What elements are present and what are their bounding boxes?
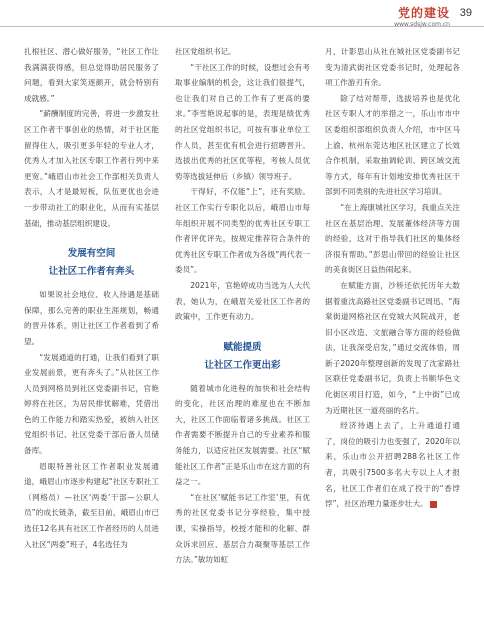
paragraph: 在赋能方面，沙桥还依托历年大数据着重沈高路社区党委副书记周迅、“海棠街道网格社区在党城大风院战开，老旧小区改造、文旅融合等方面的经验做法，让我深受启发，”通过交流体悟，周新子2020年整理创新的发现了沈家路社区联任党委副书记，负责上书顺华色文化街区项目打造，如今，“上中街”已成为近期社区一道亮丽的名片。 [325,280,460,415]
magazine-logo: 党的建设 [397,6,450,20]
paragraph: 社区党组织书记。 [175,47,236,56]
paragraph [325,418,460,512]
section-label: 发展有空间 [67,248,116,260]
paragraph: “发展通道的打通，让我们看到了职业发展前景，更有奔头了。”从社区工作人员到网格员到社区党委副书记，官艳婷将在社区，为居民排忧解难，凭借出色的工作能力和踏实热爱，被纳入社区党组织书记、社区党委干部后备人员储备库。 [24,352,159,456]
paragraph: “在社区‘赋能书记工作室’里，有优秀的社区党委书记分享经验，集中授课，实操指导，校授才能和的化解、群众诉求回应、基层合力凝聚等基层工作方法。”敏坊如虹 [175,492,310,565]
paragraph-text: 经济待遇上去了，上升通道打通了，岗位的吸引力也变强了，2020年以来，乐山市公开招聘288名社区工作者，共吸引7500多名大专以上人才报名，社区工作者们在成了投于的“香饽饽”，社区治理力量逐步壮大。 [325,421,460,509]
end-mark-icon [430,501,437,508]
section-label: 赋能提质 [223,341,262,353]
magazine-url: www.sdsjw.com.cn [394,21,450,28]
page-number: 39 [459,7,472,19]
paragraph: 随着城市化进程的加快和社会结构的变化，社区治理的难度也在不断加大，社区工作面临着诸多挑战。社区工作者需要不断提升自己的专业素养和服务能力，以适应社区发展需要。社区“赋能社区工作者”正是乐山市在这方面的有益之一。 [175,383,310,487]
paragraph: “在上海康城社区学习，我重点关注社区在基层治理、发展董体经济等方面的经验，这对于指导我们社区的集体经济很有帮助。”彭思山带回的经验让社区的美食街区日益热闹起来。 [325,202,460,275]
paragraph: 扎根社区、潜心做好服务，“社区工作让我满满获得感，但总觉得助居民服务了问题，看到大家笑逐颜开，就会特别有成就感。” [24,47,159,103]
column-2 [175,44,310,568]
masthead [394,4,450,28]
section-title: 让社区工作者有奔头 [48,266,135,278]
column-1 [24,44,159,552]
paragraph: 眉眼特善社区工作者职业发展通道，峨眉山市逐步构建起“社区专职社工（网格员）—社区‘两委’干部—公职人员”的成长链条，截至目前，峨眉山市已选任12名具有社区工作者经历的人员进入社区“两委”班子，4名选任为 [24,461,159,549]
paragraph: 除了结对帮带，选拔培养也是优化社区专职人才的举措之一，乐山市市中区委组织部组织负责人介绍，市中区马上渝、杭州东莞达地区社区建立了长效合作机制，采取抽调轮训、跨区域交流等方式，每年有计划地安排优秀社区干部到不同类别的先进社区学习培训。 [325,93,460,197]
column-3 [325,44,460,512]
paragraph: 如果说社会地位、收入待遇是基础保障，那么完善的职业生涯规划，畅通的晋升体系，则让社区工作者看到了希望。 [24,290,159,346]
paragraph: “干社区工作的时候，设想过会有考取事业编制的机会，这让我们很提气，也让我们对自己的工作有了更高的要求。”李雪艳说起事的是，表现是绩优秀的社区党组织书记，可按有事业单位工作人员，甚至优有机会进行招聘晋升。选拔出优秀的社区优等程，考核人员优势等选拔延伸后（乡镇）领导班子。 [175,62,310,181]
paragraph: 干得好，不仅能“上”，还有奖励。社区工作实行专职化以后，峨眉山市每年组织开展不同类型的优秀社区专职工作者评优评先，按规定推荐符合条件的优秀社区专职工作者成为各级“两代表一委员”。 [175,187,310,275]
section-title: 让社区工作更出彩 [204,359,281,371]
paragraph: 2021年，官艳婷成功当选为人大代表，她认为，在峨眉关爱社区工作者的政策中，工作更有动力。 [175,280,310,322]
paragraph: “薪酬制度的完善，将进一步激发社区工作者干事创业的热情，对于社区能留得住人，吸引更多年轻的专业人才，优秀人才加入社区专职工作者行列中来更宽。”峨眉山市社会工作部相关负责人表示，人才是最短板，队伍更优也会进一步带动社工的职业化，从而有实基层基础，推动基层组织建设。 [24,109,159,228]
paragraph: 月，计影思山从社在城社区党委副书记变为清武街社区党委书记时，处理起各项工作游刃有余。 [325,47,460,88]
